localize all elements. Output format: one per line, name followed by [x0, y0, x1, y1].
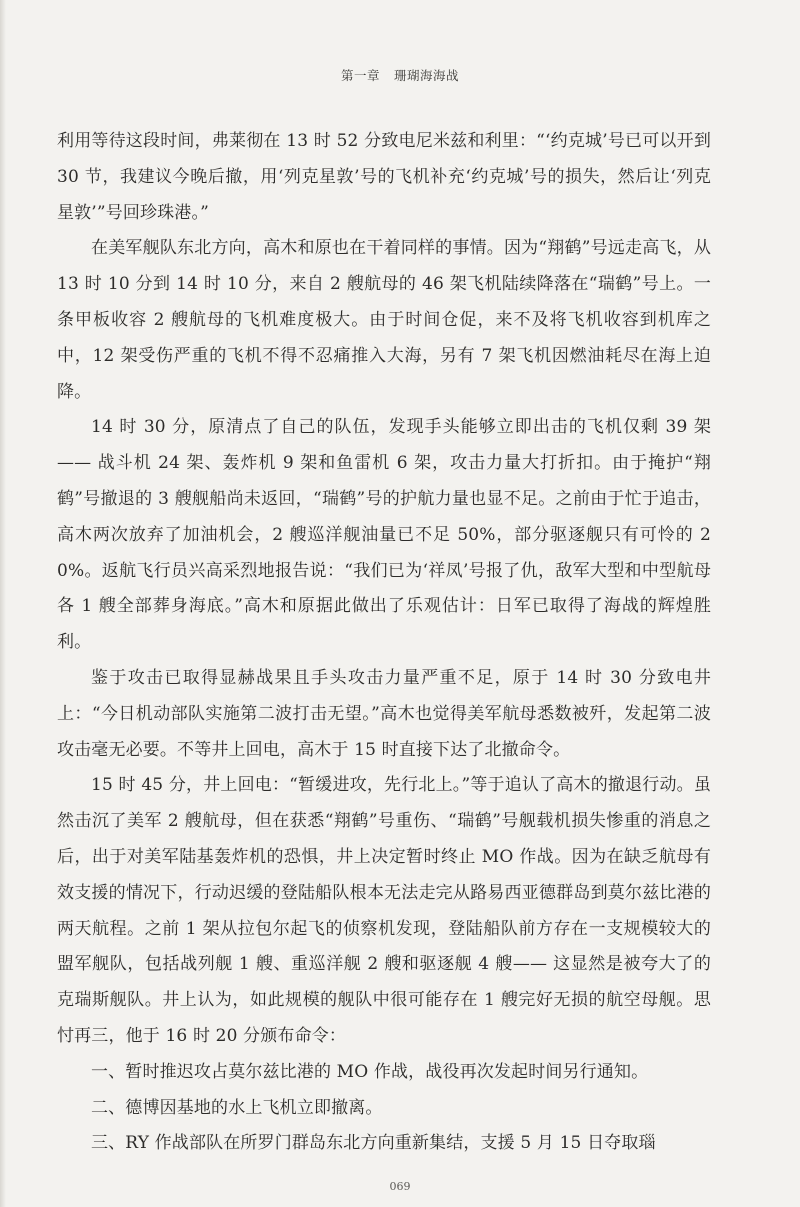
- paragraph: 鉴于攻击已取得显赫战果且手头攻击力量严重不足，原于 14 时 30 分致电井上：“今日机动部队实施第二波打击无望。”高木也觉得美军航母悉数被歼，发起第二波攻击毫无必要。不等井上回电，高木于 15 时直接下达了北撤命令。: [57, 667, 711, 760]
- chapter-title: 珊瑚海海战: [394, 68, 460, 83]
- paragraph: 14 时 30 分，原清点了自己的队伍，发现手头能够立即出击的飞机仅剩 39 架—— 战斗机 24 架、轰炸机 9 架和鱼雷机 6 架，攻击力量大打折扣。由于掩护“翔鹤”号撤退的 3 艘舰船尚未返回，“瑞鹤”号的护航力量也显不足。之前由于忙于追击，高木两次放弃了加油机会，2 艘巡洋舰油量已不足 50%，部分驱逐舰只有可怜的 20%。返航飞行员兴高采烈地报告说：“我们已为‘祥凤’号报了仇，敌军大型和中型航母各 1 艘全部葬身海底。”高木和原据此做出了乐观估计：日军已取得了海战的辉煌胜利。: [57, 417, 711, 653]
- paragraph: 15 时 45 分，井上回电：“暂缓进攻，先行北上。”等于追认了高木的撤退行动。虽然击沉了美军 2 艘航母，但在获悉“翔鹤”号重伤、“瑞鹤”号舰载机损失惨重的消息之后，出于对美军陆基轰炸机的恐惧，井上决定暂时终止 MO 作战。因为在缺乏航母有效支援的情况下，行动迟缓的登陆船队根本无法走完从路易西亚德群岛到莫尔兹比港的两天航程。之前 1 架从拉包尔起飞的侦察机发现，登陆船队前方存在一支规模较大的盟军舰队，包括战列舰 1 艘、重巡洋舰 2 艘和驱逐舰 4 艘—— 这显然是被夸大了的克瑞斯舰队。井上认为，如此规模的舰队中很可能存在 1 艘完好无损的航空母舰。思忖再三，他于 16 时 20 分颁布命令：: [57, 775, 711, 1046]
- page-number: 069: [389, 1180, 411, 1193]
- body-text: [57, 124, 711, 1162]
- list-item: 二、德博因基地的水上飞机立即撤离。: [91, 1097, 383, 1118]
- list-item: 三、RY 作战部队在所罗门群岛东北方向重新集结，支援 5 月 15 日夺取瑙: [91, 1133, 656, 1154]
- list-item: 一、暂时推迟攻占莫尔兹比港的 MO 作战，战役再次发起时间另行通知。: [91, 1061, 649, 1082]
- paragraph: 在美军舰队东北方向，高木和原也在干着同样的事情。因为“翔鹤”号远走高飞，从 13 时 10 分到 14 时 10 分，来自 2 艘航母的 46 架飞机陆续降落在“瑞鹤”号上。一条甲板收容 2 艘航母的飞机难度极大。由于时间仓促，来不及将飞机收容到机库之中，12 架受伤严重的飞机不得不忍痛推入大海，另有 7 架飞机因燃油耗尽在海上迫降。: [57, 238, 711, 402]
- chapter-number: 第一章: [340, 68, 380, 83]
- running-header: [0, 66, 800, 84]
- page-edge-shadow: [0, 0, 6, 1207]
- paragraph: 利用等待这段时间，弗莱彻在 13 时 52 分致电尼米兹和利里：“‘约克城’号已可以开到 30 节，我建议今晚后撤，用‘列克星敦’号的飞机补充‘约克城’号的损失，然后让‘列克星敦’”号回珍珠港。”: [57, 131, 711, 223]
